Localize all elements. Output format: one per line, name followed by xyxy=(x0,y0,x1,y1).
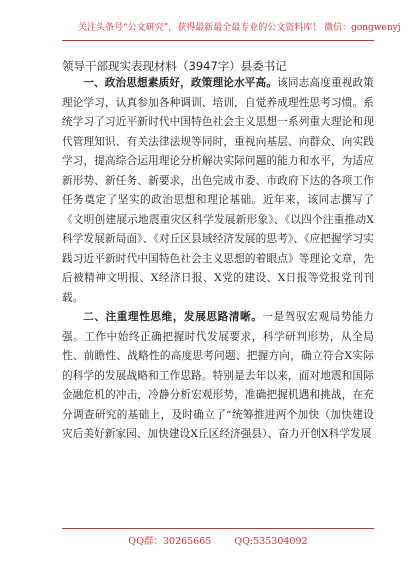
footer-divider xyxy=(62,528,374,529)
paragraph-text: 一是驾驭宏观局势能力强。工作中始终正确把握时代发展要求，科学研判形势，从全局性、前瞻性、战略性的高度思考问题、把握方向，确立符合X实际的科学的发展战略和工作思路。特别是去年以来，面对地震和国际金融危机的冲击，冷静分析宏观形势，准确把握机遇和挑战，在充分调查研究的基础上，及时确立了“统筹推进两个加快（加快建设灾后美好新家园、加快建设X丘区经济强县）、奋力开创X科学发展 xyxy=(62,311,375,440)
qq-number: QQ:535304092 xyxy=(234,536,308,547)
qq-group-number: QQ群：30265665 xyxy=(128,536,212,547)
document-title: 领导干部现实表现材料（3947字）县委书记 xyxy=(62,59,287,73)
promo-banner: 关注头条号“公文研究”，获得最新最全最专业的公文资料库！ 微信：gongwenyj xyxy=(78,23,401,33)
footer-contacts xyxy=(62,533,374,547)
header-divider xyxy=(62,40,374,41)
paragraph-heading: 一、政治思想素质好，政策理论水平高。 xyxy=(83,77,278,89)
document-body xyxy=(62,74,374,445)
paragraph-text: 该同志高度重视政策理论学习，认真参加各种调训、培训，自觉养成理性思考习惯。系统学习了习近平新时代中国特色社会主义思想一系列重大理论和现代管理知识、有关法律法规等同时，重视向基层、向群众、向实践学习，提高综合运用理论分析解决实际问题的能力和水平，为适应新形势、新任务、新要求，出色完成市委、市政府下达的各项工作任务奠定了坚实的政治思想和理论基础。近年来，该同志撰写了《文明创建展示地震重灾区科学发展新形象》、《以四个注重推动X科学发展新局面》、《对丘区县域经济发展的思考》、《应把握学习实践习近平新时代中国特色社会主义思想的着眼点》等理论文章，先后被精神文明报、X经济日报、X党的建设、X日报等党报党刊刊载。 xyxy=(62,77,374,304)
paragraph xyxy=(62,308,374,445)
paragraph-heading: 二、注重理性思维，发展思路清晰。 xyxy=(83,311,263,323)
paragraph xyxy=(62,74,374,308)
